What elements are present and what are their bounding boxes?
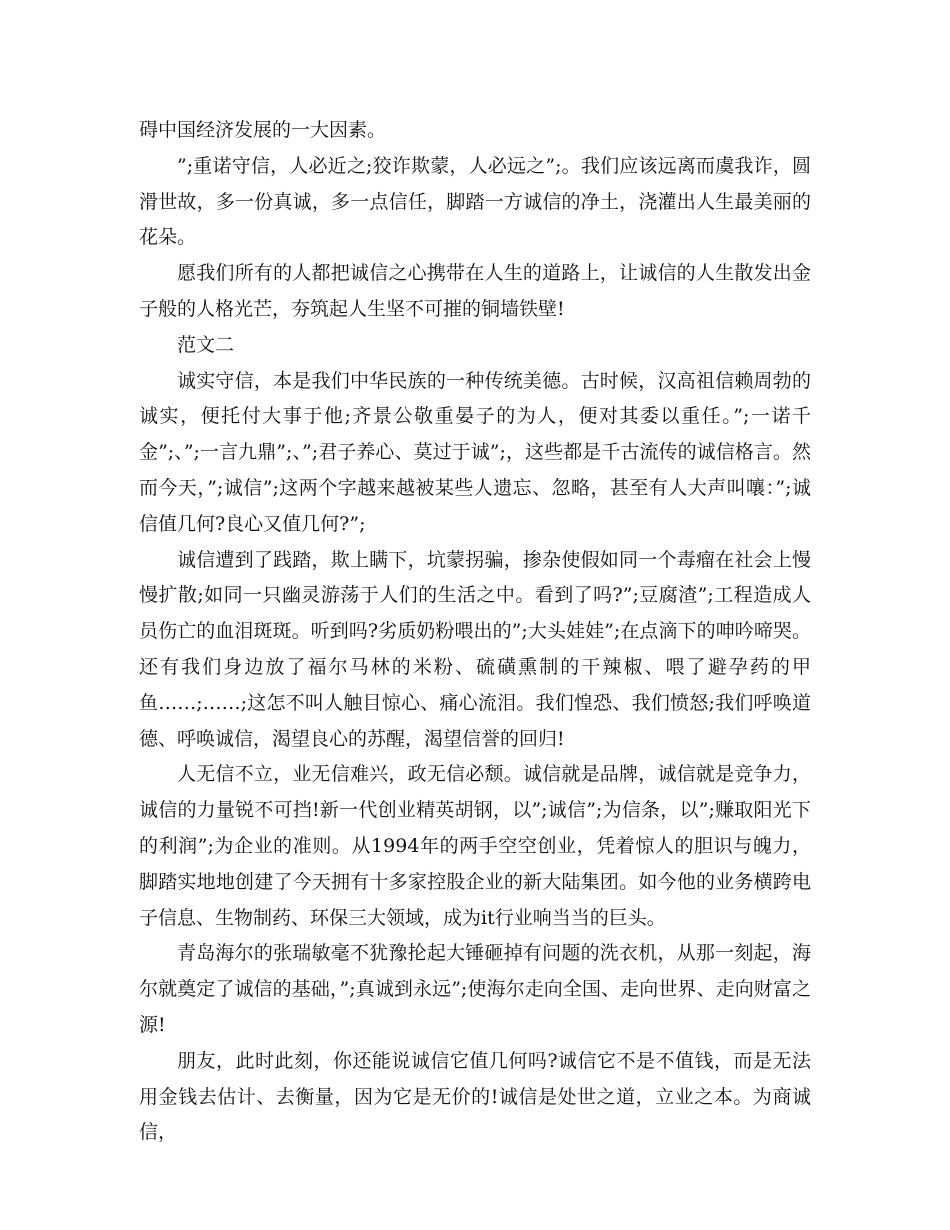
section-heading: 范文二 — [177, 333, 235, 356]
paragraph: 朋友，此时此刻，你还能说诚信它值几何吗?诚信它不是不值钱，而是无法用金钱去估计、去衡量，因为它是无价的!诚信是处世之道，立业之本。为商诚信， — [139, 1049, 811, 1144]
paragraph: ”;重诺守信，人必近之;狡诈欺蒙，人必远之”;。我们应该远离而虞我诈，圆滑世故，多一份真诚，多一点信任，脚踏一方诚信的净土，浇灌出人生最美丽的花朵。 — [139, 154, 811, 249]
paragraph: 诚实守信，本是我们中华民族的一种传统美德。古时候，汉高祖信赖周勃的诚实，便托付大事于他;齐景公敬重晏子的为人，便对其委以重任。”;一诺千金”;、”;一言九鼎”;、”;君子养心、莫过于诚”;，这些都是千古流传的诚信格言。然而今天，”;诚信”;这两个字越来越被某些人遗忘、忽略，甚至有人大声叫嚷：”;诚信值几何?良心又值几何?”; — [139, 369, 811, 535]
paragraph: 诚信遭到了践踏，欺上瞒下，坑蒙拐骗，掺杂使假如同一个毒瘤在社会上慢慢扩散;如同一只幽灵游荡于人们的生活之中。看到了吗?”;豆腐渣”;工程造成人员伤亡的血泪斑斑。听到吗?劣质奶粉喂出的”;大头娃娃”;在点滴下的呻吟啼哭。还有我们身边放了福尔马林的米粉、硫磺熏制的干辣椒、喂了避孕药的甲鱼……;……;这怎不叫人触目惊心、痛心流泪。我们惶恐、我们愤怒;我们呼唤道德、呼唤诚信，渴望良心的苏醒，渴望信誉的回归! — [139, 548, 811, 750]
document-body — [139, 113, 811, 1151]
paragraph-continuation: 碍中国经济发展的一大因素。 — [139, 119, 387, 141]
paragraph: 愿我们所有的人都把诚信之心携带在人生的道路上，让诚信的人生散发出金子般的人格光芒，夯筑起人生坚不可摧的铜墙铁壁! — [139, 262, 811, 320]
paragraph: 人无信不立，业无信难兴，政无信必颓。诚信就是品牌，诚信就是竞争力，诚信的力量锐不可挡!新一代创业精英胡钢，以”;诚信”;为信条，以”;赚取阳光下的利润”;为企业的准则。从1994年的两手空空创业，凭着惊人的胆识与魄力，脚踏实地地创建了今天拥有十多家控股企业的新大陆集团。如今他的业务横跨电子信息、生物制药、环保三大领域，成为it行业响当当的巨头。 — [139, 763, 811, 929]
paragraph: 青岛海尔的张瑞敏毫不犹豫抡起大锤砸掉有问题的洗衣机，从那一刻起，海尔就奠定了诚信的基础，”;真诚到永远”;使海尔走向全国、走向世界、走向财富之源! — [139, 942, 811, 1036]
